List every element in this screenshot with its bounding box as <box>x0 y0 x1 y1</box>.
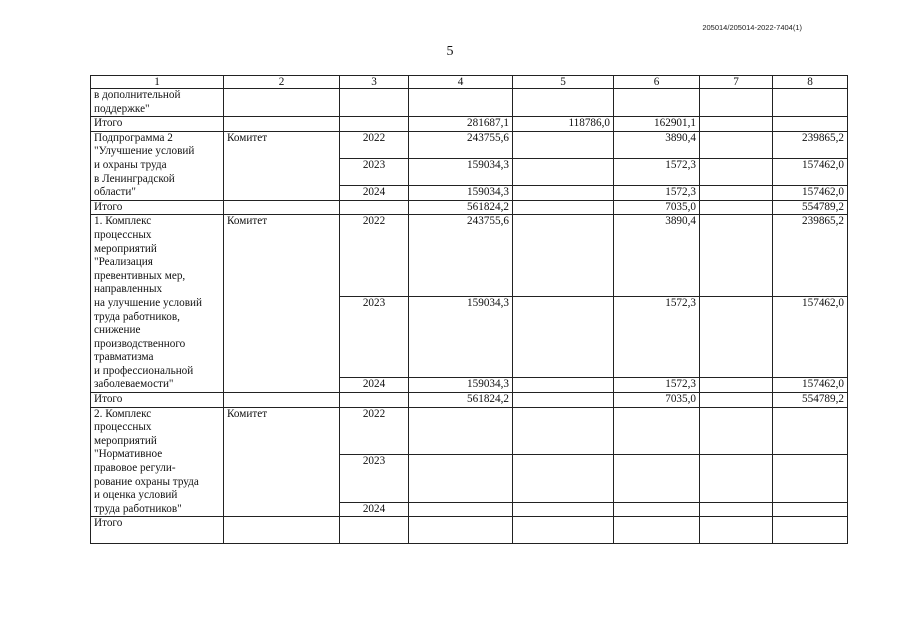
program-name-cell: 2. Комплекс процессных мероприятий "Нормативное правовое регули- рование охраны труда и оценка условий труда работников" <box>91 407 224 517</box>
value-cell: 157462,0 <box>773 296 848 378</box>
total-row <box>91 117 848 132</box>
value-cell: 554789,2 <box>773 200 848 215</box>
value-cell <box>700 517 773 544</box>
year-cell: 2022 <box>340 215 409 297</box>
value-cell <box>409 455 513 503</box>
value-cell <box>700 89 773 117</box>
value-cell <box>773 517 848 544</box>
value-cell: 162901,1 <box>614 117 700 132</box>
header-cell: 3 <box>340 76 409 89</box>
value-cell <box>513 455 614 503</box>
value-cell <box>700 502 773 517</box>
program-name-cell: Подпрограмма 2 "Улучшение условий и охраны труда в Ленинградской области" <box>91 131 224 200</box>
value-cell <box>409 517 513 544</box>
value-cell: 243755,6 <box>409 131 513 158</box>
budget-table <box>90 75 848 544</box>
value-cell: 561824,2 <box>409 393 513 408</box>
program-name-cell: в дополнительной поддержке" <box>91 89 224 117</box>
value-cell <box>513 393 614 408</box>
header-cell: 7 <box>700 76 773 89</box>
year-cell: 2023 <box>340 296 409 378</box>
value-cell <box>513 407 614 455</box>
value-cell <box>700 186 773 201</box>
value-cell <box>614 89 700 117</box>
program-name-cell: Итого <box>91 517 224 544</box>
value-cell: 157462,0 <box>773 158 848 185</box>
value-cell: 7035,0 <box>614 393 700 408</box>
value-cell <box>700 378 773 393</box>
total-row <box>91 517 848 544</box>
executor-cell <box>224 517 340 544</box>
header-cell: 5 <box>513 76 614 89</box>
value-cell <box>513 378 614 393</box>
year-cell: 2022 <box>340 131 409 158</box>
total-row <box>91 200 848 215</box>
value-cell <box>700 158 773 185</box>
value-cell: 118786,0 <box>513 117 614 132</box>
value-cell <box>773 89 848 117</box>
year-cell: 2024 <box>340 186 409 201</box>
value-cell: 239865,2 <box>773 215 848 297</box>
value-cell: 159034,3 <box>409 296 513 378</box>
year-cell: 2024 <box>340 502 409 517</box>
header-cell: 2 <box>224 76 340 89</box>
value-cell: 159034,3 <box>409 378 513 393</box>
value-cell <box>700 200 773 215</box>
value-cell <box>700 131 773 158</box>
executor-cell: Комитет <box>224 131 340 200</box>
value-cell <box>773 407 848 455</box>
value-cell <box>513 89 614 117</box>
year-cell: 2023 <box>340 455 409 503</box>
value-cell: 561824,2 <box>409 200 513 215</box>
header-cell: 6 <box>614 76 700 89</box>
table-row <box>91 131 848 158</box>
value-cell <box>513 215 614 297</box>
value-cell: 243755,6 <box>409 215 513 297</box>
value-cell <box>614 517 700 544</box>
header-cell: 1 <box>91 76 224 89</box>
year-cell <box>340 200 409 215</box>
page-number: 5 <box>446 44 454 59</box>
program-name-cell: Итого <box>91 117 224 132</box>
year-cell: 2022 <box>340 407 409 455</box>
value-cell: 159034,3 <box>409 158 513 185</box>
value-cell: 1572,3 <box>614 378 700 393</box>
header-row <box>91 76 848 89</box>
value-cell <box>700 215 773 297</box>
value-cell: 554789,2 <box>773 393 848 408</box>
year-cell <box>340 117 409 132</box>
program-name-cell: 1. Комплекс процессных мероприятий "Реализация превентивных мер, направленных на улучшение условий труда работников, снижение производственного травматизма и профессиональной заболеваемости" <box>91 215 224 393</box>
value-cell <box>614 455 700 503</box>
value-cell <box>513 158 614 185</box>
value-cell <box>614 407 700 455</box>
value-cell <box>614 502 700 517</box>
table-row <box>91 89 848 117</box>
executor-cell <box>224 393 340 408</box>
executor-cell <box>224 200 340 215</box>
year-cell <box>340 393 409 408</box>
year-cell <box>340 89 409 117</box>
value-cell: 239865,2 <box>773 131 848 158</box>
value-cell <box>700 407 773 455</box>
value-cell <box>513 200 614 215</box>
value-cell: 7035,0 <box>614 200 700 215</box>
value-cell: 157462,0 <box>773 378 848 393</box>
value-cell: 1572,3 <box>614 296 700 378</box>
executor-cell <box>224 89 340 117</box>
value-cell <box>513 517 614 544</box>
executor-cell: Комитет <box>224 407 340 517</box>
value-cell <box>513 186 614 201</box>
value-cell <box>700 117 773 132</box>
executor-cell: Комитет <box>224 215 340 393</box>
header-cell: 4 <box>409 76 513 89</box>
value-cell: 159034,3 <box>409 186 513 201</box>
value-cell <box>513 502 614 517</box>
value-cell: 3890,4 <box>614 131 700 158</box>
year-cell <box>340 517 409 544</box>
value-cell <box>409 89 513 117</box>
year-cell: 2024 <box>340 378 409 393</box>
total-row <box>91 393 848 408</box>
value-cell <box>409 502 513 517</box>
value-cell <box>409 407 513 455</box>
value-cell: 3890,4 <box>614 215 700 297</box>
value-cell <box>773 117 848 132</box>
value-cell: 1572,3 <box>614 158 700 185</box>
value-cell: 157462,0 <box>773 186 848 201</box>
header-cell: 8 <box>773 76 848 89</box>
program-name-cell: Итого <box>91 200 224 215</box>
table-row <box>91 407 848 455</box>
value-cell <box>700 296 773 378</box>
value-cell <box>700 455 773 503</box>
value-cell <box>513 296 614 378</box>
year-cell: 2023 <box>340 158 409 185</box>
value-cell <box>773 502 848 517</box>
executor-cell <box>224 117 340 132</box>
value-cell: 1572,3 <box>614 186 700 201</box>
value-cell <box>513 131 614 158</box>
document-id: 205014/205014-2022-7404(1) <box>702 23 802 32</box>
value-cell: 281687,1 <box>409 117 513 132</box>
value-cell <box>773 455 848 503</box>
value-cell <box>700 393 773 408</box>
table-row <box>91 215 848 297</box>
program-name-cell: Итого <box>91 393 224 408</box>
